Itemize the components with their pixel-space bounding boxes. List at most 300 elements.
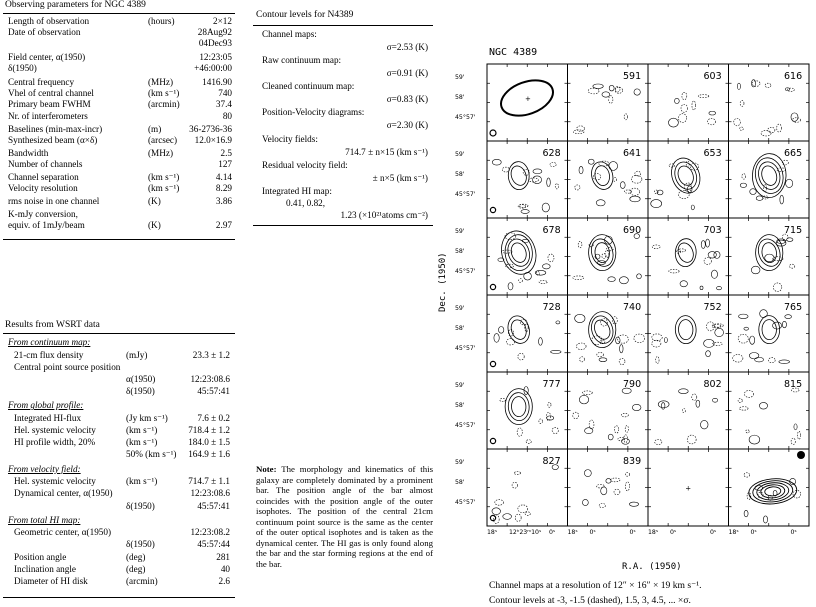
row-unit: α(1950) bbox=[126, 373, 156, 384]
noise-contour bbox=[779, 360, 790, 364]
noise-contour bbox=[579, 166, 583, 173]
noise-contour bbox=[769, 358, 776, 363]
channel-velocity-label: 802 bbox=[703, 379, 722, 390]
row-unit: (arcmin) bbox=[148, 99, 180, 109]
noise-contour bbox=[550, 162, 556, 166]
noise-contour bbox=[681, 104, 688, 112]
total-hi-contour bbox=[764, 486, 781, 496]
row-label: Dynamical center, α(1950) bbox=[14, 488, 113, 499]
noise-contour bbox=[768, 127, 775, 133]
noise-contour bbox=[756, 196, 763, 201]
noise-contour bbox=[494, 334, 499, 343]
noise-contour bbox=[763, 516, 767, 523]
noise-contour bbox=[614, 489, 620, 495]
row-value: 28Aug92 bbox=[197, 27, 232, 37]
noise-contour bbox=[652, 334, 662, 341]
noise-contour bbox=[593, 84, 603, 88]
noise-contour bbox=[518, 353, 524, 360]
noise-contour bbox=[622, 438, 630, 444]
row-label: 21-cm flux density bbox=[14, 349, 84, 360]
noise-contour bbox=[746, 430, 749, 433]
noise-contour bbox=[608, 277, 615, 282]
row-label: Hel. systemic velocity bbox=[14, 476, 96, 487]
noise-contour bbox=[611, 478, 620, 482]
noise-contour bbox=[573, 276, 584, 280]
noise-contour bbox=[706, 239, 710, 247]
table-row bbox=[8, 27, 232, 38]
emission-contour bbox=[752, 153, 787, 198]
noise-contour bbox=[618, 335, 629, 343]
noise-contour bbox=[709, 111, 716, 115]
contour-line: Raw continuum map: bbox=[262, 55, 342, 65]
emission-contour bbox=[593, 165, 611, 187]
row-unit: (deg) bbox=[126, 551, 146, 562]
dec-tick-label: 45°57' bbox=[455, 268, 476, 275]
channel-velocity-label: 665 bbox=[784, 148, 803, 159]
noise-contour bbox=[525, 512, 530, 515]
noise-contour bbox=[625, 426, 628, 433]
row-value: 2.97 bbox=[215, 220, 232, 230]
table-row bbox=[14, 449, 230, 460]
dec-tick-label: 59' bbox=[455, 151, 465, 158]
dec-tick-label: 58' bbox=[455, 325, 465, 332]
channel-velocity-label: 603 bbox=[703, 71, 722, 82]
observing-table-bottom-rule bbox=[3, 239, 235, 240]
noise-contour bbox=[682, 408, 685, 412]
noise-contour bbox=[791, 113, 798, 121]
table-row bbox=[8, 183, 232, 194]
noise-contour bbox=[739, 407, 748, 410]
table-row bbox=[8, 63, 232, 74]
contour-line: σ=2.53 (K) bbox=[386, 42, 428, 52]
table-row bbox=[8, 148, 232, 159]
row-unit: (mJy) bbox=[126, 349, 148, 360]
noise-contour bbox=[579, 395, 588, 404]
table-row bbox=[14, 362, 230, 373]
table-row bbox=[14, 374, 230, 385]
results-section-heading: From velocity field: bbox=[8, 463, 81, 474]
noise-contour bbox=[691, 205, 694, 210]
ra-tick-label: 18ˢ bbox=[567, 529, 578, 536]
noise-contour bbox=[738, 334, 748, 343]
synth-beam-marker bbox=[490, 207, 495, 212]
noise-contour bbox=[615, 86, 620, 92]
noise-contour bbox=[495, 500, 504, 506]
table-row bbox=[14, 564, 230, 575]
noise-contour bbox=[652, 245, 660, 249]
noise-contour bbox=[714, 251, 720, 258]
row-value: 2×12 bbox=[213, 16, 232, 26]
noise-contour bbox=[698, 95, 709, 98]
channel-velocity-label: 715 bbox=[784, 225, 803, 236]
row-label: Bandwidth bbox=[8, 148, 49, 158]
ra-tick-label: 0ˢ bbox=[710, 529, 717, 536]
row-label: Integrated HI-flux bbox=[14, 412, 82, 423]
row-label: Length of observation bbox=[8, 16, 90, 26]
channel-velocity-label: 740 bbox=[623, 302, 642, 313]
dec-tick-label: 58' bbox=[455, 248, 465, 255]
ra-tick-label: 0ˢ bbox=[589, 529, 596, 536]
table-row bbox=[8, 111, 232, 122]
noise-contour bbox=[794, 424, 797, 430]
row-unit: (arcsec) bbox=[148, 135, 178, 145]
noise-contour bbox=[652, 340, 661, 347]
noise-contour bbox=[787, 238, 793, 242]
contour-line: 714.7 ± n×15 (km s⁻¹) bbox=[345, 147, 428, 157]
noise-contour bbox=[492, 508, 500, 515]
row-value: 04Dec93 bbox=[198, 38, 232, 48]
row-unit: (m) bbox=[148, 124, 162, 134]
dec-tick-label: 45°57' bbox=[455, 499, 476, 506]
noise-contour bbox=[620, 182, 625, 189]
noise-contour bbox=[555, 184, 558, 189]
row-unit: (deg) bbox=[126, 563, 146, 574]
y-axis-label: Dec. (1950) bbox=[438, 252, 448, 312]
noise-contour bbox=[588, 159, 594, 164]
noise-contour bbox=[706, 351, 711, 357]
dec-tick-label: 45°57' bbox=[455, 114, 476, 121]
noise-contour bbox=[700, 420, 708, 429]
row-label: Primary beam FWHM bbox=[8, 99, 91, 109]
noise-contour bbox=[651, 200, 662, 208]
center-mark: + bbox=[525, 95, 531, 103]
row-label: Velocity resolution bbox=[8, 183, 78, 193]
noise-contour bbox=[582, 391, 592, 395]
contour-line: Integrated HI map: bbox=[262, 186, 332, 196]
row-label: δ(1950) bbox=[8, 63, 37, 73]
row-unit: (km s⁻¹) bbox=[126, 425, 158, 435]
noise-contour bbox=[707, 118, 715, 124]
noise-contour bbox=[634, 334, 645, 342]
noise-contour bbox=[501, 250, 512, 253]
noise-contour bbox=[533, 169, 542, 174]
noise-contour bbox=[533, 176, 542, 184]
channel-velocity-label: 690 bbox=[623, 225, 642, 236]
noise-contour bbox=[576, 343, 586, 350]
synth-beam-marker bbox=[490, 284, 495, 289]
noise-contour bbox=[548, 402, 551, 407]
row-label: K-mJy conversion, bbox=[8, 209, 78, 219]
noise-contour bbox=[679, 114, 687, 123]
noise-contour bbox=[503, 514, 512, 520]
row-label: Synthesized beam (α×δ) bbox=[8, 135, 98, 145]
note-paragraph bbox=[256, 464, 433, 569]
noise-contour bbox=[597, 484, 605, 488]
noise-contour bbox=[785, 315, 792, 319]
contour-line: Cleaned continuum map: bbox=[262, 81, 355, 91]
noise-contour bbox=[580, 357, 585, 362]
channel-velocity-label: 839 bbox=[623, 456, 642, 467]
row-unit: 50% (km s⁻¹) bbox=[126, 449, 177, 460]
noise-contour bbox=[704, 257, 711, 264]
noise-contour bbox=[761, 131, 771, 136]
table-row bbox=[8, 88, 232, 99]
row-value: 1416.90 bbox=[202, 77, 232, 87]
emission-contour bbox=[759, 164, 779, 187]
noise-contour bbox=[619, 277, 628, 284]
noise-contour bbox=[749, 435, 760, 444]
noise-contour bbox=[751, 266, 760, 274]
noise-contour bbox=[765, 254, 774, 262]
contour-line: σ=0.83 (K) bbox=[386, 94, 428, 104]
noise-contour bbox=[742, 174, 746, 179]
ra-tick-label: 18ˢ bbox=[648, 529, 659, 536]
noise-contour bbox=[521, 210, 529, 214]
table-row bbox=[14, 413, 230, 424]
contour-line: 1.23 (×10²¹atoms cm⁻²) bbox=[340, 210, 428, 220]
row-value: 3.86 bbox=[215, 196, 232, 206]
synth-beam-marker bbox=[490, 361, 495, 366]
noise-contour bbox=[605, 250, 609, 257]
noise-contour bbox=[599, 503, 605, 507]
row-unit: (km s⁻¹) bbox=[148, 88, 180, 98]
table-row bbox=[14, 437, 230, 448]
table-row bbox=[8, 172, 232, 183]
row-value: 740 bbox=[218, 88, 232, 98]
dec-tick-label: 59' bbox=[455, 305, 465, 312]
row-label: equiv. of 1mJy/beam bbox=[8, 220, 85, 230]
beam-marker bbox=[797, 451, 805, 459]
note-body: The morphology and kinematics of this galaxy are completely dominated by a prominent bar. The position angle of the bar almost coincides with the position angle of the outer isophotes. The position of the central 21cm continuum point source is the same as the center of the outer optical isophotes and is taken as the dynamical center. The HI gas is only found along the bar and the star forming regions at the end of the bar. bbox=[256, 464, 433, 569]
emission-contour bbox=[674, 238, 697, 267]
row-label: Number of channels bbox=[8, 159, 83, 169]
noise-contour bbox=[744, 327, 749, 330]
row-label: Hel. systemic velocity bbox=[14, 425, 96, 435]
contour-line: Residual velocity field: bbox=[262, 160, 348, 170]
noise-contour bbox=[680, 281, 687, 287]
table-row bbox=[14, 501, 230, 512]
contour-table-bottom-rule bbox=[253, 225, 433, 226]
noise-contour bbox=[575, 185, 580, 190]
row-unit: (MHz) bbox=[148, 77, 174, 87]
noise-contour bbox=[585, 428, 593, 434]
results-table-bottom-rule bbox=[3, 597, 235, 598]
row-value: 2.6 bbox=[218, 576, 230, 586]
noise-contour bbox=[552, 427, 558, 433]
noise-contour bbox=[777, 124, 782, 132]
noise-contour bbox=[606, 479, 611, 484]
ra-tick-label: 0ˢ bbox=[549, 529, 556, 536]
noise-contour bbox=[582, 499, 588, 505]
table-row bbox=[8, 220, 232, 231]
noise-contour bbox=[792, 118, 800, 123]
noise-contour bbox=[740, 183, 746, 187]
table-row bbox=[14, 488, 230, 499]
channel-velocity-label: 653 bbox=[703, 148, 722, 159]
noise-contour bbox=[682, 92, 687, 99]
noise-contour bbox=[621, 413, 628, 416]
contour-line: σ=2.30 (K) bbox=[386, 120, 428, 130]
noise-contour bbox=[700, 286, 703, 290]
noise-contour bbox=[679, 389, 689, 394]
row-unit: δ(1950) bbox=[126, 539, 155, 550]
noise-contour bbox=[551, 350, 561, 353]
row-value: 8.29 bbox=[215, 183, 232, 193]
results-section-heading: From continuum map: bbox=[8, 337, 91, 347]
row-label: Date of observation bbox=[8, 27, 81, 37]
noise-contour bbox=[616, 337, 620, 344]
channel-velocity-label: 628 bbox=[542, 148, 561, 159]
table-row bbox=[14, 527, 230, 538]
row-label: Channel separation bbox=[8, 172, 79, 182]
noise-contour bbox=[658, 401, 669, 408]
noise-contour bbox=[786, 179, 793, 187]
figure-title: NGC 4389 bbox=[489, 47, 538, 58]
noise-contour bbox=[755, 357, 764, 362]
emission-contour bbox=[762, 319, 777, 339]
noise-contour bbox=[687, 435, 696, 444]
ra-tick-label: 18ˢ bbox=[728, 529, 739, 536]
channel-velocity-label: 728 bbox=[542, 302, 561, 313]
noise-contour bbox=[500, 398, 506, 401]
noise-contour bbox=[773, 283, 781, 292]
note-heading: Note: bbox=[256, 464, 277, 474]
row-label: Central point source position bbox=[14, 361, 121, 372]
noise-contour bbox=[707, 322, 715, 331]
row-unit: δ(1950) bbox=[126, 500, 155, 511]
noise-contour bbox=[584, 470, 591, 477]
row-value: +46:00:00 bbox=[194, 63, 232, 73]
emission-contour bbox=[671, 159, 700, 193]
noise-contour bbox=[678, 249, 686, 252]
table-row bbox=[8, 52, 232, 63]
noise-contour bbox=[631, 175, 642, 183]
contour-line: Velocity fields: bbox=[262, 134, 318, 144]
noise-contour bbox=[620, 345, 623, 353]
noise-contour bbox=[675, 98, 680, 103]
noise-contour bbox=[629, 502, 638, 506]
row-unit: δ(1950) bbox=[126, 386, 155, 397]
table-row bbox=[8, 124, 232, 135]
row-value: 12:23:08.2 bbox=[190, 527, 230, 538]
row-value: 45:57:44 bbox=[197, 539, 230, 550]
channel-velocity-label: 591 bbox=[623, 71, 642, 82]
row-label: Vhel of central channel bbox=[8, 88, 94, 98]
emission-contour bbox=[678, 319, 693, 339]
noise-contour bbox=[696, 400, 700, 407]
emission-contour bbox=[588, 313, 616, 346]
ra-tick-label: 0ˢ bbox=[670, 529, 677, 536]
noise-contour bbox=[494, 515, 500, 524]
noise-contour bbox=[614, 426, 618, 433]
emission-contour bbox=[511, 396, 526, 416]
row-unit: (K) bbox=[148, 220, 161, 230]
emission-contour bbox=[756, 235, 783, 271]
table-row bbox=[14, 386, 230, 397]
emission-contour bbox=[675, 241, 696, 265]
noise-contour bbox=[602, 92, 610, 97]
noise-contour bbox=[637, 274, 642, 279]
noise-contour bbox=[499, 326, 504, 333]
figure-caption-line1: Channel maps at a resolution of 12″ × 16″ × 19 km s⁻¹. bbox=[489, 580, 702, 591]
dec-tick-label: 59' bbox=[455, 459, 465, 466]
noise-contour bbox=[506, 339, 514, 345]
noise-contour bbox=[599, 358, 607, 362]
figure-caption-line2: Contour levels at -3, -1.5 (dashed), 1.5, 3, 4.5, ... ×σ. bbox=[489, 595, 691, 606]
noise-contour bbox=[508, 283, 513, 290]
row-label: Central frequency bbox=[8, 77, 75, 87]
row-label: HI profile width, 20% bbox=[14, 437, 96, 448]
noise-contour bbox=[624, 114, 628, 120]
noise-contour bbox=[518, 505, 528, 513]
row-value: 12:23:08.6 bbox=[190, 488, 230, 499]
noise-contour bbox=[517, 428, 522, 436]
synth-beam-marker bbox=[490, 515, 495, 520]
noise-contour bbox=[519, 279, 523, 283]
center-mark: + bbox=[685, 484, 692, 493]
row-value: 36-2736-36 bbox=[189, 124, 232, 134]
noise-contour bbox=[573, 130, 584, 134]
row-label: Geometric center, α(1950) bbox=[14, 527, 112, 538]
row-value: 2.5 bbox=[220, 148, 232, 158]
row-label: Baselines (min-max-incr) bbox=[8, 124, 103, 134]
row-unit: (km s⁻¹) bbox=[148, 172, 180, 182]
noise-contour bbox=[536, 271, 539, 275]
noise-contour bbox=[712, 398, 717, 402]
noise-contour bbox=[715, 328, 724, 336]
table-row bbox=[8, 196, 232, 207]
row-value: 7.6 ± 0.2 bbox=[197, 412, 230, 423]
dec-tick-label: 58' bbox=[455, 402, 465, 409]
ra-tick-label: 18ˢ bbox=[487, 529, 498, 536]
noise-contour bbox=[556, 321, 560, 324]
noise-contour bbox=[609, 162, 618, 171]
row-value: 80 bbox=[222, 111, 232, 121]
contour-line: σ=0.91 (K) bbox=[386, 68, 428, 78]
emission-contour bbox=[594, 242, 610, 263]
row-value: 40 bbox=[220, 563, 230, 574]
noise-contour bbox=[634, 89, 640, 95]
ra-tick-label: 0ˢ bbox=[790, 529, 797, 536]
noise-contour bbox=[712, 324, 721, 328]
noise-contour bbox=[708, 252, 716, 258]
ra-tick-label: 0ˢ bbox=[629, 529, 636, 536]
channel-velocity-label: 616 bbox=[784, 71, 803, 82]
dec-tick-label: 45°57' bbox=[455, 422, 476, 429]
noise-contour bbox=[750, 336, 755, 344]
noise-contour bbox=[593, 174, 600, 180]
noise-contour bbox=[740, 127, 744, 130]
noise-contour bbox=[655, 439, 662, 444]
channel-velocity-label: 752 bbox=[703, 302, 722, 313]
table-row bbox=[14, 425, 230, 436]
contour-line: ± n×5 (km s⁻¹) bbox=[372, 173, 428, 183]
dec-tick-label: 59' bbox=[455, 228, 465, 235]
row-value: 718.4 ± 1.2 bbox=[188, 425, 230, 435]
channel-map-grid bbox=[455, 60, 816, 560]
channel-velocity-label: 790 bbox=[623, 379, 642, 390]
noise-contour bbox=[547, 178, 551, 187]
row-value: 12:23:08.6 bbox=[190, 373, 230, 384]
noise-contour bbox=[664, 338, 667, 343]
row-unit: (hours) bbox=[148, 16, 175, 26]
contour-table-title: Contour levels for N4389 bbox=[256, 10, 354, 20]
table-row bbox=[8, 38, 232, 49]
contour-line: Position-Velocity diagrams: bbox=[262, 107, 365, 117]
noise-contour bbox=[656, 356, 659, 363]
noise-contour bbox=[613, 177, 617, 181]
channel-velocity-label: 827 bbox=[542, 456, 561, 467]
noise-contour bbox=[661, 403, 665, 410]
noise-contour bbox=[791, 438, 795, 444]
table-row bbox=[8, 135, 232, 146]
row-value: 45:57:41 bbox=[197, 500, 230, 511]
table-row bbox=[8, 99, 232, 110]
row-label: Field center, α(1950) bbox=[8, 52, 86, 62]
noise-contour bbox=[780, 195, 784, 204]
row-value: 12:23:05 bbox=[199, 52, 232, 62]
noise-contour bbox=[529, 178, 539, 182]
